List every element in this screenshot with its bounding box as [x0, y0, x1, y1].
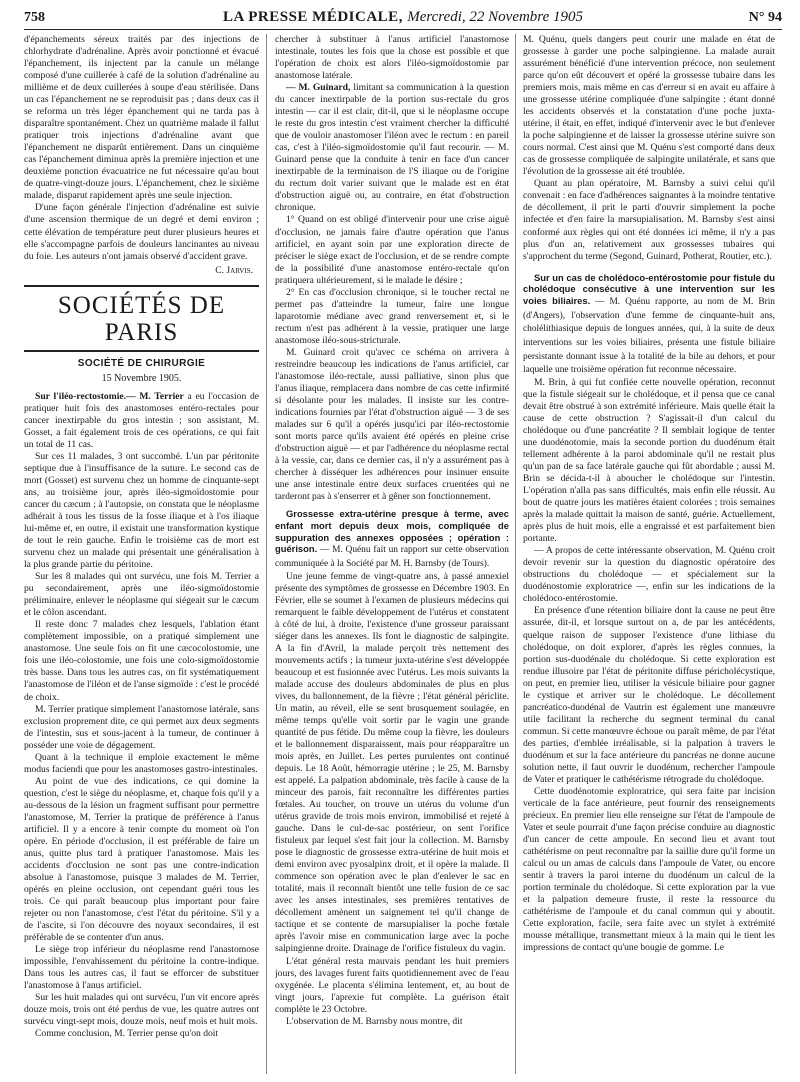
paragraph: 2° En cas d'occlusion chronique, si le toucher rectal ne permet pas d'atteindre la tumeur, faire une longue laparotomie médiane avec grand renversement et, si le rectum n'est pas adhérent à la vessie, pratiquer une large anastomose iléo-sous-stricturale.	[275, 286, 509, 346]
paragraph: Sur les 8 malades qui ont survécu, une fois M. Terrier a pu secondairement, après une iléo-sigmoïdostomie préliminaire, enlever le néoplasme qui siégeait sur le cæcum et le côlon ascendant.	[24, 571, 259, 619]
paragraph: Le siège trop inférieur du néoplasme rend l'anastomose impossible, l'envahissement du péritoine la contre-indique. Dans tous les autres cas, il faut se efforcer de substituer l'anastomose à l'anus artificiel.	[24, 944, 259, 992]
journal-name: LA PRESSE MÉDICALE,	[222, 9, 403, 25]
society-name: SOCIÉTÉ DE CHIRURGIE	[77, 357, 206, 369]
column-2	[275, 34, 509, 1078]
paragraph: M. Guinard croit qu'avec ce schéma on arrivera à restreindre beaucoup les indications de l'anus artificiel, car l'anastomose iléo-rectale, aussi palliative, sinon plus que l'anus iliaque, remplacera dans nombre de cas cette infirmité si désolante pour les malades. Il insiste sur les contre-indications fournies par l'état d'obstruction aiguë — 3 de ses malades sur 6 qu'il a opérés jusqu'ici par iléo-rectostomie sont morts parce qu'ils avaient été opérés en pleine crise d'obstruction aiguë — et par l'adhérence du néoplasme rectal à la vessie, car, dans ce dernier cas, il n'y a assurément pas à chercher à disséquer les adhérences pour insinuer ensuite une anse intestinale entre deux surfaces cruentées qui ne tarderont pas à s'enserrer et à gêner son fonctionnement.	[275, 346, 509, 503]
paragraph: M. Quénu, quels dangers peut courir une malade en état de grossesse à garder une poche salpingienne. La malade aurait assurément bénéficié d'une intervention précoce, non seulement parce qu'on eût découvert et opéré la grossesse tubaire dans les premiers mois, mais même en cas d'erreur si en avait eu affaire à une grossesse utérine compliquée d'une salpingite : étant donné les accidents observés et la constatation d'une poche juxta-utérine, il était, en effet, indiqué d'intervenir avec le but d'enlever la poche salpingienne et de laisser la grossesse utérine suivre son cours normal. C'est ainsi que M. Quénu s'est comporté dans deux cas de grossesse compliquée de salpingite unilatérale, et sans que l'évolution de la grossesse ait été troublée.	[523, 34, 775, 178]
paragraph: — A propos de cette intéressante observation, M. Quénu croit devoir revenir sur la question du diagnostic opératoire des obstructions du cholédoque — et spécialement sur la duodénostomie exploratrice —, enfin sur les indications de la cholédoco-entérostomie.	[523, 545, 775, 605]
paragraph: Sur ces 11 malades, 3 ont succombé. L'un par péritonite septique due à l'insuffisance de la suture. Le second cas de mort (Gosset) est survenu chez un homme de cinquante-sept ans, au troisième jour, après iléo-sigmoïdostomie pour cancer du cæcum ; à l'autopsie, on constata que le néoplasme adhérait à tous les tissus de la fosse iliaque et à l'os iliaque lui-même et, en outre, il existait une transformation kystique de tout le rein gauche. Enfin le troisième cas de mort est survenu chez un malade qui présentait une généralisation à la plus grande partie du péritoine.	[24, 450, 259, 571]
paragraph: L'état général resta mauvais pendant les huit premiers jours, des lavages furent faits quotidiennement avec de l'eau oxygénée. Le placenta s'élimina lentement, et, au bout de vingt jours, l'aprexie fut complète. La guérison était complète le 23 Octobre.	[275, 955, 509, 1015]
paragraph-text: limitant sa communication à la question du cancer inextirpable de la portion sus-rectale du gros intestin — car il est clair, dit-il, que si le néoplasme occupe le reste du gros intestin c'est vraiment chercher la difficulté que de vouloir anastomoser l'iléon avec le rectum : en pareil cas, c'est à l'iléo-sigmoïdostomie qu'il faut recourir. — M. Guinard pense que la conduite à tenir en face d'un cancer inextirpable de la terminaison de l'S iliaque ou de l'origine du rectum doit varier suivant que le malade est en état d'obstruction aiguë ou, au contraire, en état d'obstruction chronique.	[275, 82, 509, 214]
paragraph-lead: — M. Guinard,	[286, 82, 351, 94]
author-signature: C. Jarvis.	[215, 264, 253, 276]
page-header	[24, 4, 782, 30]
paragraph: En présence d'une rétention biliaire dont la cause ne peut être assurée, dit-il, et lorsque surtout on a, de par les antécédents, quelque raison de supposer l'existence d'une lithiase du cholédoque, on doit explorer, d'après les règles connues, la portion sus-duodénale du cholédoque. Si cette exploration est rendue illusoire par l'état de péritonite diffuse péricholécystique, on peut, en premier lieu, utiliser la vésicule biliaire pour gagner le cystique et arriver sur le cholédoque. Le décollement pancréatico-duodénal de Vautrin est également une manœuvre utile facilitant la recherche du segment terminal du canal commun. Si cette manœuvre échoue ou paraît même, de par l'état des parties, d'emblée irréalisable, si la palpation à travers le duodénum et sur la face antérieure du pancréas ne donne aucune solution nette, il faut ouvrir le duodénum, rechercher l'ampoule de Vater et pratiquer le cathétérisme rétrograde du cholédoque.	[523, 605, 775, 785]
paragraph: Il reste donc 7 malades chez lesquels, l'ablation étant complètement impossible, on a pratiqué simplement une anastomose. Une seule fois on fit une cæcocolostomie, une fois une iléo-colostomie, une fois une colo-sigmoïdostomie très basse. Dans tous les autres cas, on fit systématiquement l'anastomose de l'iléon et de l'anse sigmoïde : c'est le procédé de choix.	[24, 619, 259, 703]
paragraph: 1° Quand on est obligé d'intervenir pour une crise aiguë d'occlusion, ne jamais faire d'autre opération que l'anus artificiel, en ayant soin par une exploration directe de préciser le siège exact de l'occlusion, et de se rendre compte de la possibilité d'une anastomose entéro-rectale qu'on pratiquera ultérieurement, si le malade le désire ;	[275, 214, 509, 286]
paragraph	[24, 391, 259, 451]
paragraph: M. Brin, à qui fut confiée cette nouvelle opération, reconnut que la fistule siégeait sur le cholédoque, et il pensa que ce canal devait être obstrué à son extrémité inférieure. Mais quelle était la cause de cette obstruction ? S'agissait-il d'un calcul du cholédoque ou d'une pancréatite ? Il semblait logique de tenter une duodénotomie, mais la seconde portion du duodénum était tellement adhérente à la paroi abdominale qu'il ne restait plus qu'un pan de sa face latérale gauche qui fût abordable ; aussi M. Brin se décida-t-il à aboucher le cholédoque sur l'intestin. L'opération n'alla pas sans difficultés, mais enfin elle réussit. Au bout de quatre jours les matières étaient colorées ; trois semaines après la malade quittait la maison de santé, guérie. Actuellement, après plus de huit mois, elle a engraissé et est parfaitement bien portante.	[523, 376, 775, 545]
paragraph: M. Terrier pratique simplement l'anastomose latérale, sans exclusion proprement dite, ce qui permet aux deux segments de l'intestin, sus et sous-jacent à la tumeur, de continuer à posséder une voie de dégagement.	[24, 703, 259, 751]
issue-number: N° 94	[748, 10, 782, 25]
column-3	[523, 34, 775, 1078]
paragraph: Une jeune femme de vingt-quatre ans, à passé annexiel présente des symptômes de grossesse en Décembre 1903. En Février, elle se soumet à l'examen de plusieurs médecins qui remarquent le faible développement de l'utérus et constatent à côté de lui, à droite, l'existence d'une grosseur paraissant siéger dans les annexes. Ils font le diagnostic de salpingite. A la fin d'Avril, la malade perçoit très nettement des mouvements actifs ; la tumeur juxta-utérine s'est développée beaucoup et est fusionnée avec l'utérus. Les mois suivants la malade accuse des douleurs abdominales de plus en plus vives, du ballonnement, de la fièvre ; l'état général périclite. Un matin, au réveil, elle se sent brusquement soulagée, en même temps qu'elle voit sortir par le vagin une grande quantité de pus fétide. Du même coup la fièvre, les douleurs et le ballonnement disparaissent, mais pour réapparaître un mois après, en Juillet. Les pertes purulentes ont continué depuis. Le 18 Août, hémorragie utérine ; le 25, M. Barnsby est appelé. La palpation abdominale, très facile à cause de la minceur des parois, fait reconnaître les différentes parties fœtales. Au toucher, on trouve un utérus du volume d'un utérus gravide de trois mois environ, immobilisé et rejeté à gauche. Dans le cul-de-sac postérieur, on sent l'orifice fistuleux par lequel s'est fait jour la collection. M. Barnsby pose le diagnostic de grossesse extra-utérine de huit mois et demi environ avec pyosalpinx droit, et il opère la malade. Il commence son opération avec le plan d'enlever le sac en totalité, mais il reconnaît bientôt une telle fusion de ce sac avec les anses intestinales, ses premières tentatives de décollement amènent un saignement tel qu'il change de tactique et se contente de marsupialiser la poche fœtale après l'avoir mise en communication large avec la poche salpingienne droite. Drainage de l'orifice fistuleux du vagin.	[275, 570, 509, 955]
paragraph: Quant à la technique il emploie exactement le même modus faciendi que pour les anastomoses gastro-intestinales.	[24, 751, 259, 775]
paragraph-text: a eu l'occasion de pratiquer huit fois des anastomoses entéro-rectales pour cancer inextirpable du gros intestin ; son assistant, M. Gosset, a fait également trois de ces opérations, ce qui fait un total de 11 cas.	[24, 390, 259, 450]
article-intro: — M. Quénu fait un rapport sur cette observation communiquée à la Société par M. H. Barnsby (de Tours).	[275, 545, 509, 569]
section-title: SOCIÉTÉS DE PARIS	[24, 285, 259, 352]
article-heading	[523, 272, 775, 377]
article-heading	[275, 508, 509, 570]
paragraph: d'épanchements séreux traités par des injections de chlorhydrate d'adrénaline. Après avoir ponctionné et évacué l'épanchement, ils injectent par la canule un mélange composé d'une cuillerée à café de la solution d'adrénaline au millième et de deux cuillerées à soupe d'eau stérilisée. Dans un cas l'épanchement ne se reproduisit pas ; dans deux cas il se reforma un très léger épanchement qui ne tarda pas à disparaître spontanément. Chez un quatrième malade il fallut pratiquer trois injections d'adrénaline avant que l'épanchement ne disparût entièrement. Dans un cinquième cas l'épanchement diminua après la première injection et une deuxième ponction évacuatrice ne fut nécessaire qu'au bout de quatre-vingt-douze jours. L'épanchement, chez le sixième malade, disparut rapidement après une seule injection.	[24, 34, 259, 202]
paragraph: chercher à substituer à l'anus artificiel l'anastomose intestinale, toutes les fois que la chose est possible et que l'opération de choix est alors l'iléo-sigmoïdostomie par anastomose latérale.	[275, 34, 509, 82]
paragraph: Sur les huit malades qui ont survécu, l'un vit encore après douze mois, trois ont été perdus de vue, les quatre autres ont survécu vingt-sept mois, douze mois, neuf mois et huit mois.	[24, 992, 259, 1028]
paragraph: Cette duodénotomie exploratrice, qui sera faite par incision verticale de la face antérieure, peut fournir des renseignements précieux. En premier lieu elle renseigne sur l'état de l'ampoule de Vater et seule pourrait d'une façon précise conduire au diagnostic d'un cancer de cette ampoule. En second lieu et avant tout cathétérisme on peut reconnaître par la saillie dure qu'il forme un calcul ou un amas de calculs dans l'ampoule de Vater, ou encore sentir à travers la paroi interne du duodénum un calcul de la portion terminale du cholédoque. Si cette exploration par la vue et la palpation demeure fruste, il reste la ressource du cathétérisme de l'ampoule et du canal commun qui y aboutit. Cette exploration, facile, sera faite avec un stylet à extrémité mousse métallique, transmettant mieux à la main qui le tient les impressions de contact qu'une bougie de gomme. Le	[523, 785, 775, 954]
article-title: Sur un cas de cholédoco-entérostomie pour fistule du cholédoque consécutive à une intervention sur les voies biliaires.	[523, 271, 775, 306]
paragraph: Quant au plan opératoire, M. Barnsby a suivi celui qu'il convenait : en face d'adhérences saignantes à la moindre tentative de décollement, il prit le parti d'ouvrir simplement la poche infectée et d'en faire la marsupialisation. M. Barnsby s'est ainsi conformé aux règles qui ont été données ici même, il n'y a pas plus d'un an, relativement aux grossesses tubaires qui s'approchent du terme (Segond, Guinard, Potherat, Routier, etc.).	[523, 178, 775, 262]
issue-date: Mercredi, 22 Novembre 1905	[407, 9, 583, 25]
column-rule-2	[515, 34, 516, 1074]
article-title: Grossesse extra-utérine presque à terme, avec enfant mort depuis deux mois, compliquée de suppuration des annexes opposées ; opération : guérison.	[275, 508, 509, 555]
session-date: 15 Novembre 1905.	[101, 373, 182, 385]
column-rule-1	[266, 34, 267, 1074]
page-number: 758	[24, 10, 45, 25]
paragraph: Comme conclusion, M. Terrier pense qu'on doit	[35, 1028, 219, 1040]
article-intro: — M. Quénu rapporte, au nom de M. Brin (d'Angers), l'observation d'une femme de cinquante-huit ans, cholélithiasique depuis de longues années, qui, à la suite de deux interventions sur les voies biliaires, présenta une fistule biliaire persistante donnant issue à la totalité de la bile au dehors, et pour laquelle une troisième opération fut reconnue nécessaire.	[523, 296, 775, 376]
paragraph: L'observation de M. Barnsby nous montre, dit	[286, 1015, 463, 1027]
paragraph: Au point de vue des indications, ce qui domine la question, c'est le siège du néoplasme, et, chaque fois qu'il y a au-dessous de la lésion un fragment suffisant pour permettre l'anastomose, M. Terrier la pratique de préférence à l'anus artificiel. Il y a encore à tenir compte du moment où l'on opère. En période d'occlusion, il est préférable de faire un anus, quitte plus tard à pratiquer l'anastomose. Mais les accidents d'occlusion ne sont pas une contre-indication absolue à l'anastomose, puisque 3 malades de M. Terrier, opérés en pleine occlusion, ont cependant guéri tous les trois. Ce qui paraît beaucoup plus important pour faire rejeter ou non l'anastomose, c'est l'état du péritoine. S'il y a de l'ascite, si l'on découvre des noyaux secondaires, il est préférable de se contenter d'un anus.	[24, 775, 259, 944]
column-1	[24, 34, 259, 1078]
paragraph-lead: Sur l'iléo-rectostomie.— M. Terrier	[35, 390, 184, 402]
journal-title	[84, 9, 722, 26]
paragraph: D'une façon générale l'injection d'adrénaline est suivie d'une ascension thermique de un degré et demi environ ; cette élévation de température peut durer plusieurs heures et elle s'accompagne parfois de douleurs lancinantes au niveau du foie. Les auteurs n'ont jamais observé d'accident grave.	[24, 202, 259, 262]
paragraph	[275, 82, 509, 214]
